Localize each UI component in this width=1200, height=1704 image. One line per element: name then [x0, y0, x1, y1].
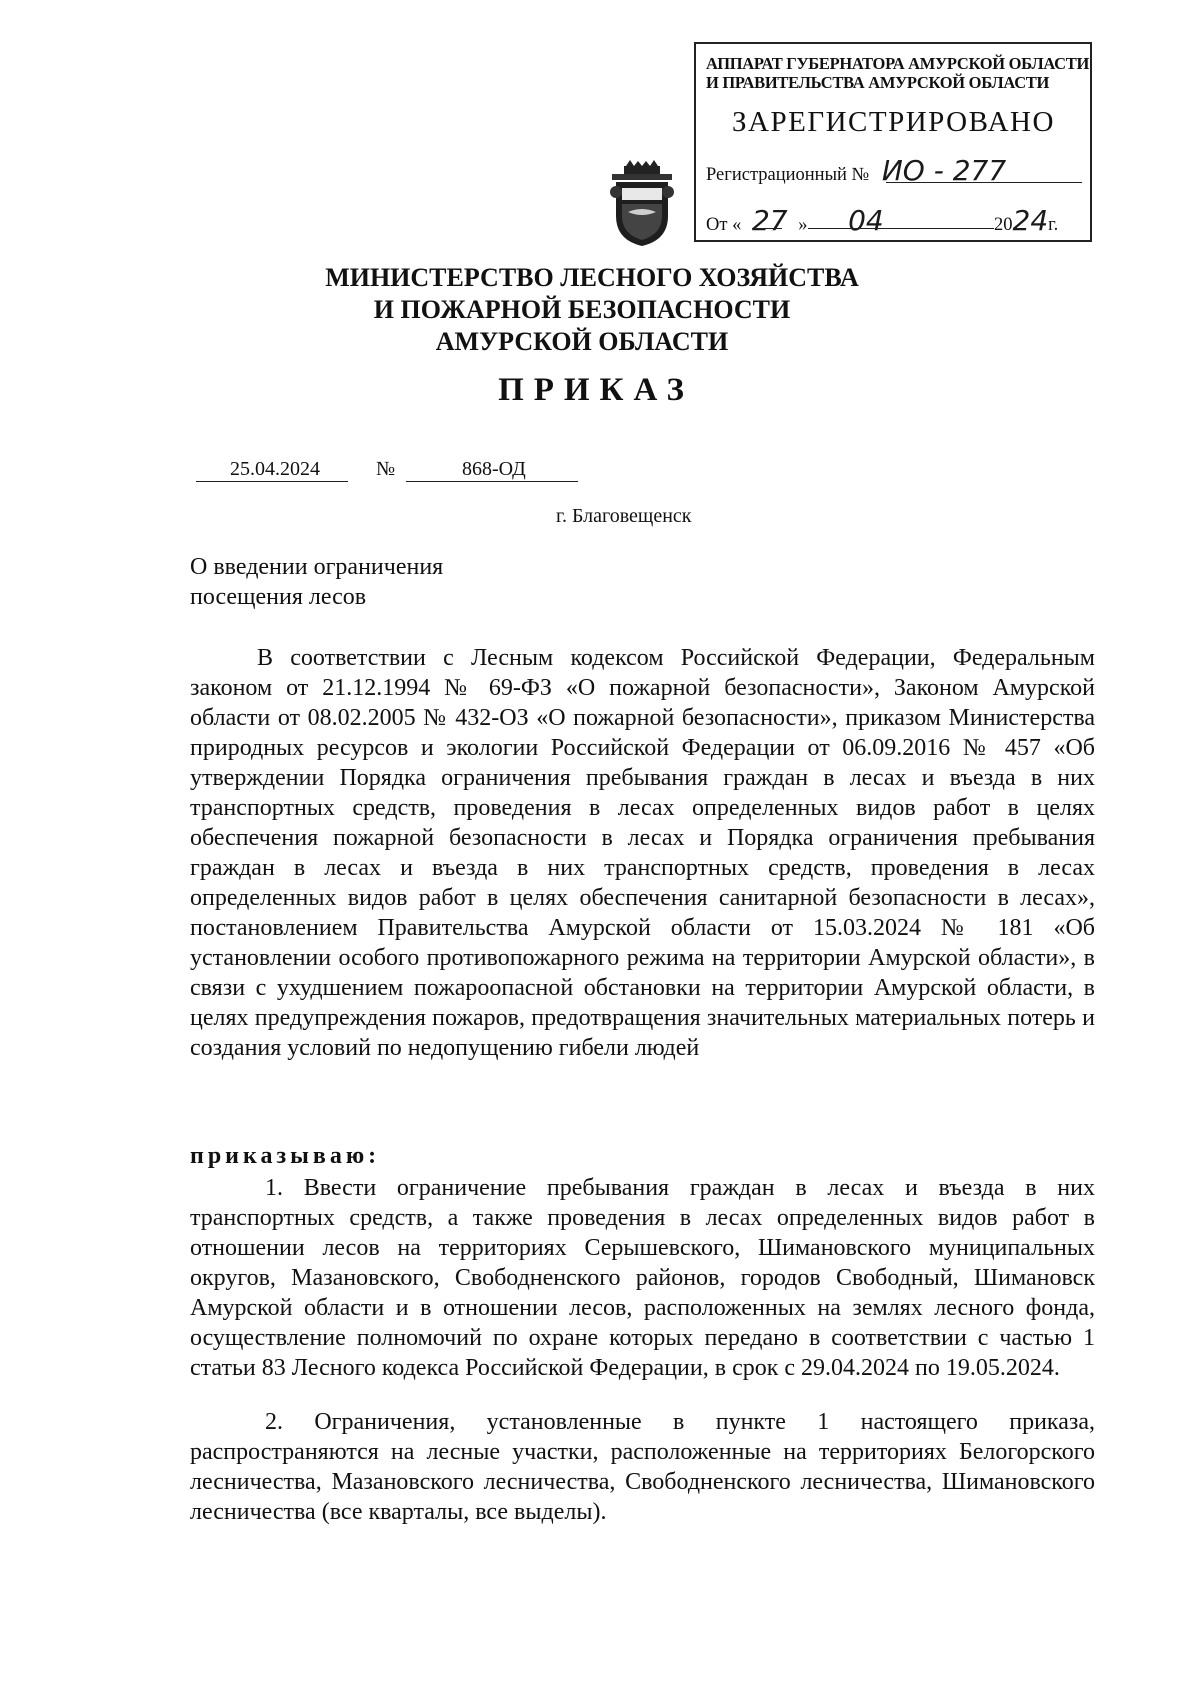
order-number: 868-ОД	[462, 458, 526, 480]
registration-stamp	[694, 42, 1092, 242]
stamp-day-close: »	[798, 215, 808, 235]
stamp-day: 27	[751, 204, 788, 237]
stamp-month: 04	[848, 204, 884, 237]
order-title: ПРИКАЗ	[498, 372, 694, 408]
stamp-year-prefix: 20	[994, 215, 1013, 235]
order-item-1: 1. Ввести ограничение пребывания граждан в лесах и въезда в них транспортных средств, а также проведения в лесах определенных видов работ в отношении лесов на территориях Серышевского, Шимановского муниципальных округов, Мазановского, Свободненского районов, городов Свободный, Шимановск Амурской области и в отношении лесов, расположенных на землях лесного фонда, осуществление полномочий по охране которых передано в соответствии с частью 1 статьи 83 Лесного кодекса Российской Федерации, в срок с 29.04.2024 по 19.05.2024.	[190, 1175, 1095, 1381]
stamp-org-line-1: АППАРАТ ГУБЕРНАТОРА АМУРСКОЙ ОБЛАСТИ	[706, 54, 1090, 73]
city: г. Благовещенск	[556, 505, 692, 527]
stamp-reg-underline	[886, 182, 1082, 183]
ministry-name	[0, 262, 1200, 358]
coat-of-arms-icon	[606, 160, 678, 248]
order-subject	[190, 552, 443, 612]
order-date: 25.04.2024	[230, 458, 320, 480]
ministry-line-1: МИНИСТЕРСТВО ЛЕСНОГО ХОЗЯЙСТВА	[325, 263, 859, 292]
ministry-line-2: И ПОЖАРНОЙ БЕЗОПАСНОСТИ	[373, 295, 791, 324]
stamp-organization	[706, 54, 1090, 92]
order-word: приказываю:	[190, 1143, 381, 1169]
stamp-date-line	[706, 204, 884, 237]
stamp-day-underline	[752, 228, 782, 229]
stamp-year	[994, 204, 1058, 237]
date-underline	[196, 481, 348, 482]
subject-line-1: О введении ограничения	[190, 554, 444, 580]
stamp-org-line-2: И ПРАВИТЕЛЬСТВА АМУРСКОЙ ОБЛАСТИ	[706, 73, 1050, 92]
order-item-2: 2. Ограничения, установленные в пункте 1 настоящего приказа, распространяются на лесные участки, расположенные на территориях Белогорского лесничества, Мазановского лесничества, Свободненского лесничества, Шимановского лесничества (все кварталы, все выделы).	[190, 1409, 1095, 1525]
subject-line-2: посещения лесов	[190, 584, 367, 610]
preamble-paragraph: В соответствии с Лесным кодексом Российской Федерации, Федеральным законом от 21.12.1994 № 69-ФЗ «О пожарной безопасности», Законом Амурской области от 08.02.2005 № 432-ОЗ «О пожарной безопасности», приказом Министерства природных ресурсов и экологии Российской Федерации от 06.09.2016 № 457 «Об утверждении Порядка ограничения пребывания граждан в лесах и въезда в них транспортных средств, проведения в лесах определенных видов работ в целях обеспечения пожарной безопасности в лесах и Порядка ограничения пребывания граждан в лесах и въезда в них транспортных средств, проведения в лесах определенных видов работ в целях обеспечения санитарной безопасности в лесах», постановлением Правительства Амурской области от 15.03.2024 № 181 «Об установлении особого противопожарного режима на территории Амурской области», в связи с ухудшением пожароопасной обстановки на территории Амурской области, в целях предупреждения пожаров, предотвращения значительных материальных потерь и создания условий по недопущению гибели людей	[190, 645, 1095, 1061]
stamp-year-suffix: 24	[1012, 204, 1049, 237]
stamp-title: ЗАРЕГИСТРИРОВАНО	[732, 106, 1055, 138]
stamp-reg-label: Регистрационный №	[706, 165, 870, 185]
stamp-year-end: г.	[1048, 215, 1059, 235]
stamp-month-underline	[808, 228, 994, 229]
stamp-reg-number: ИО - 277	[881, 154, 1007, 187]
number-underline	[406, 481, 578, 482]
ministry-line-3: АМУРСКОЙ ОБЛАСТИ	[435, 327, 729, 356]
stamp-date-prefix: От «	[706, 215, 742, 235]
order-number-sign: №	[376, 458, 396, 480]
